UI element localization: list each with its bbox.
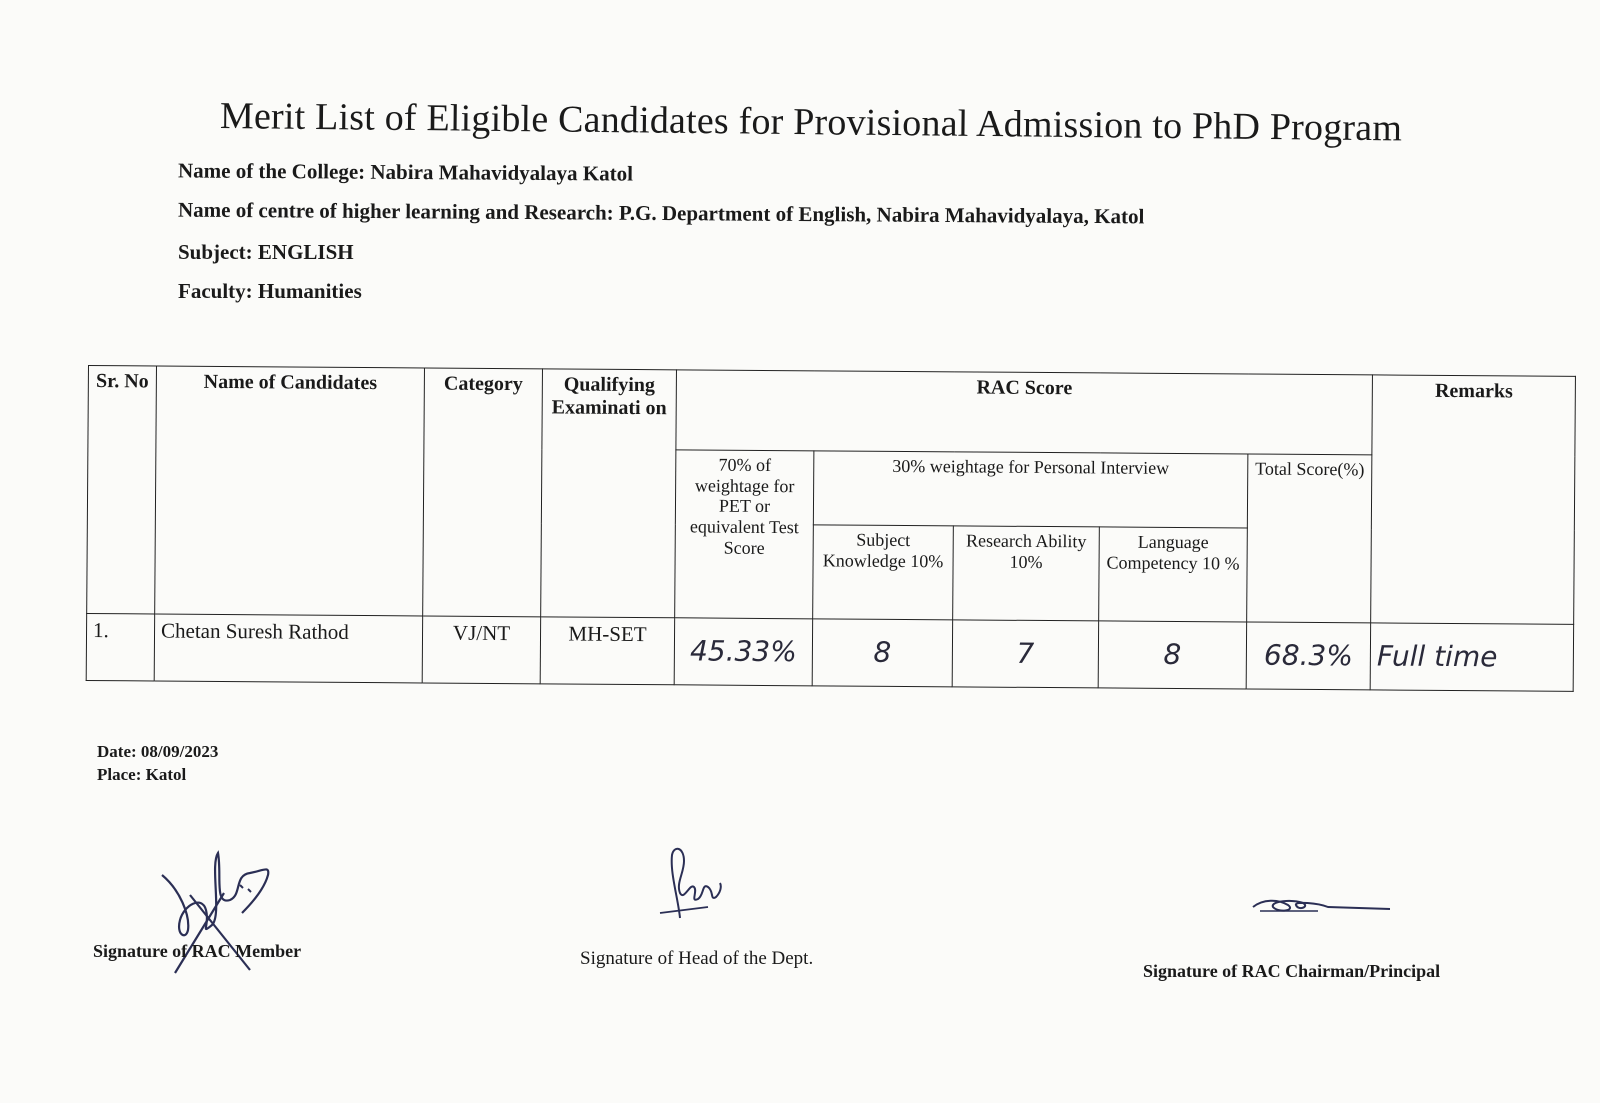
header-research-ability: Research Ability 10% [953,526,1100,621]
header-qualifying: Qualifying Examinati on [541,369,677,618]
cell-language-competency: 8 [1098,621,1246,689]
header-remarks: Remarks [1371,375,1576,624]
centre-value: P.G. Department of English, Nabira Mahavidyalaya, Katol [618,200,1145,229]
place-label: Place: [97,765,142,784]
subject-label: Subject: [178,240,253,264]
rac-member-signature-label: Signature of RAC Member [93,941,302,961]
cell-candidate-name: Chetan Suresh Rathod [154,614,422,683]
table-row [86,613,1574,691]
head-dept-signature-label: Signature of Head of the Dept. [580,948,814,969]
merit-table-container [86,365,1575,692]
date-value: 08/09/2023 [140,742,219,761]
header-sr-no: Sr. No [87,366,157,614]
merit-table [86,365,1576,692]
cell-research-ability: 7 [952,620,1098,688]
centre-label: Name of centre of higher learning and Research: [177,197,614,225]
cell-sr-no: 1. [86,613,154,680]
cell-pet-score: 45.33% [674,618,812,686]
rac-member-signature [150,845,290,985]
date-line [97,740,218,763]
header-pet-weightage: 70% of weightage for PET or equivalent Test Score [675,450,814,619]
cell-subject-knowledge: 8 [812,619,952,687]
place-line [97,763,218,786]
header-name: Name of Candidates [155,366,425,616]
faculty-value: Humanities [257,279,362,303]
header-category: Category [423,368,543,617]
college-line [178,158,633,186]
header-interview-weightage: 30% weightage for Personal Interview [813,451,1248,528]
document-title: Merit List of Eligible Candidates for Provisional Admission to PhD Program [219,95,1403,150]
cell-qualifying: MH-SET [540,617,674,685]
chairman-signature-label: Signature of RAC Chairman/Principal [1143,961,1441,981]
subject-value: ENGLISH [257,240,354,264]
cell-total-score: 68.3% [1246,622,1371,690]
header-total-score: Total Score(%) [1247,454,1372,623]
date-place-block [97,740,218,786]
cell-category: VJ/NT [422,616,540,684]
header-rac-score: RAC Score [676,370,1373,455]
header-language-competency: Language Competency 10 % [1099,527,1248,622]
college-value: Nabira Mahavidyalaya Katol [370,159,634,186]
centre-line [178,198,1145,230]
college-label: Name of the College: [177,158,366,184]
head-dept-signature [650,843,740,928]
chairman-signature [1248,893,1398,923]
place-value: Katol [145,765,187,784]
subject-line [178,240,354,265]
header-subject-knowledge: Subject Knowledge 10% [813,525,954,620]
cell-remarks: Full time [1370,623,1573,691]
faculty-line [178,279,362,304]
date-label: Date: [97,742,137,761]
faculty-label: Faculty: [178,279,253,303]
